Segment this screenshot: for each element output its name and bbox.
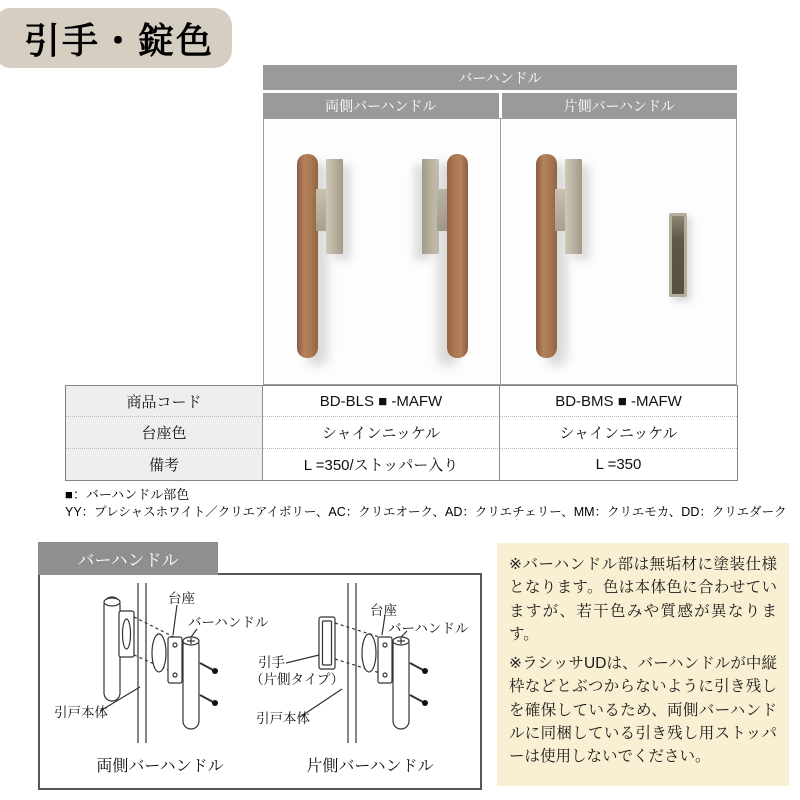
diagram-label-barhandle: バーハンドル [188,615,269,630]
legend-square-note: ■：バーハンドル部色 [65,487,190,502]
spec-value-single-remarks: L =350 [500,449,737,480]
bar-handle-photo [447,154,468,358]
diagram-label-base: 台座 [370,603,397,618]
diagram-box [38,573,482,790]
diagram-label-barhandle: バーハンドル [388,621,469,636]
spec-value-both-basecolor: シャインニッケル [263,417,500,448]
one-side-handle-image [501,119,737,384]
page-title-box [0,8,232,68]
spec-value-single-code: BD-BMS ■ -MAFW [500,386,737,417]
spec-row-label: 備考 [66,449,263,480]
spec-value-single-basecolor: シャインニッケル [500,417,737,448]
column-header-both-side: 両側バーハンドル [263,93,499,118]
top-table-header: バーハンドル [263,65,737,90]
spec-table [65,385,738,481]
spec-row-label: 商品コード [66,386,263,417]
legend-color-codes: YY：プレシャスホワイト／クリエアイボリー、AC：クリエオーク、AD：クリエチェリー、MM：クリエモカ、DD：クリエダーク [65,505,787,519]
column-header-one-side: 片側バーハンドル [502,93,738,118]
diagram-tab: バーハンドル [38,542,218,575]
handle-base-plate [565,159,582,254]
spec-value-both-remarks: L =350/ストッパー入り [263,449,500,480]
note-paint-finish: ※バーハンドル部は無垢材に塗装仕様となります。色は本体色に合わせていますが、若干色みや質感が異なります。 [509,556,777,643]
handle-base-plate [326,159,343,254]
diagram-caption-single: 片側バーハンドル [306,758,434,775]
note-stopper-warning: ※ラシッサUDは、バーハンドルが中縦枠などとぶつからないように引き残しを確保しているため、両側バーハンドルに同梱している引き残し用ストッパーは使用しないでください。 [509,655,777,765]
diagram-label-door-body: 引戸本体 [54,705,108,720]
diagram-label-base: 台座 [168,591,195,606]
recessed-pull-inset [672,216,684,294]
both-side-handle-image [264,119,500,384]
diagram-caption-both: 両側バーハンドル [96,758,224,775]
spec-value-both-code: BD-BLS ■ -MAFW [263,386,500,417]
diagram-label-pull: 引手 [258,655,285,670]
diagram-label-door-body: 引戸本体 [256,711,310,726]
page-title: 引手・錠色 [24,19,215,61]
top-table-subheader-row [263,93,737,118]
bar-handle-photo [297,154,318,358]
product-image-area [263,118,737,385]
diagram-label-pull-type: （片側タイプ） [250,672,344,687]
notes-box [497,543,789,786]
bar-handle-photo [536,154,557,358]
spec-row-label: 台座色 [66,417,263,448]
recessed-pull-photo [669,213,687,297]
